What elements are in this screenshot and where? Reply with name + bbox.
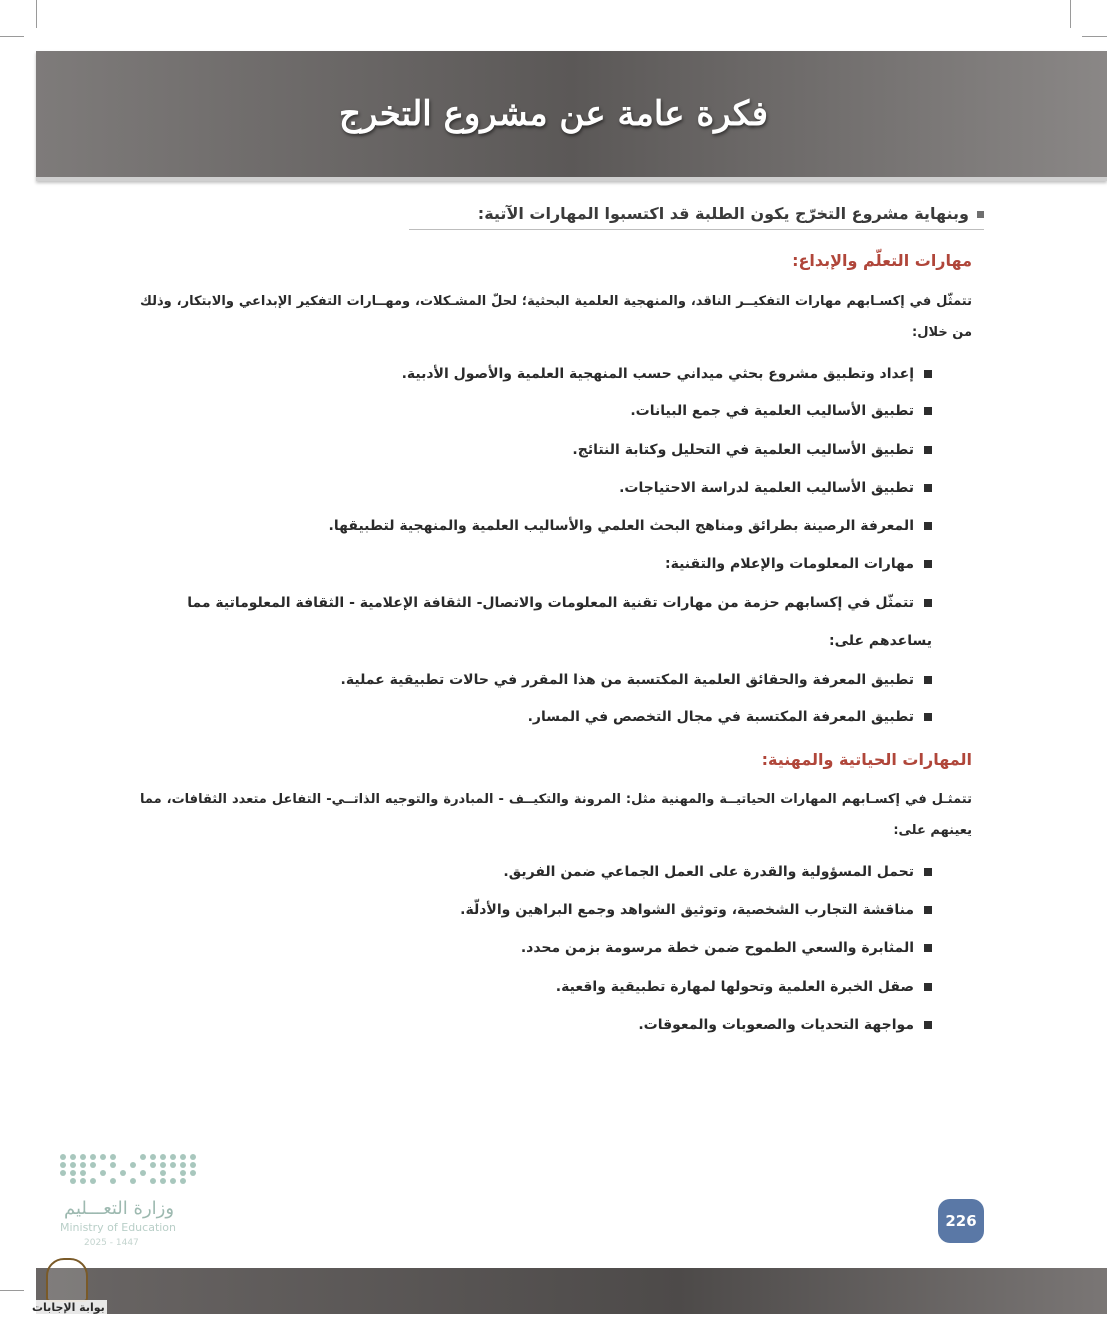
logo-dot [180, 1162, 186, 1168]
logo-dot [160, 1178, 166, 1184]
list-item: تطبيق المعرفة والحقائق العلمية المكتسبة من هذا المقرر في حالات تطبيقية عملية. [341, 672, 932, 688]
list-item: مناقشة التجارب الشخصية، وتوثيق الشواهد وجمع البراهين والأدلّة. [460, 902, 932, 918]
list-item: إعداد وتطبيق مشروع بحثي ميداني حسب المنهجية العلمية والأصول الأدبية. [402, 366, 932, 382]
logo-dot [190, 1162, 196, 1168]
crop-mark [1070, 0, 1071, 28]
logo-dot [130, 1162, 136, 1168]
square-bullet-icon [924, 868, 932, 876]
ministry-logo [60, 1154, 200, 1248]
section-heading-life: المهارات الحياتية والمهنية: [761, 750, 972, 769]
logo-dot [70, 1178, 76, 1184]
list-item: صقل الخبرة العلمية وتحولها لمهارة تطبيقية واقعية. [556, 979, 932, 995]
list-item: مواجهة التحديات والصعوبات والمعوقات. [638, 1017, 932, 1033]
logo-dot [180, 1170, 186, 1176]
square-bullet-icon [924, 522, 932, 530]
logo-dot [170, 1154, 176, 1160]
logo-dot [80, 1178, 86, 1184]
list-item: تطبيق الأساليب العلمية في جمع البيانات. [630, 403, 932, 419]
square-bullet-icon [924, 599, 932, 607]
square-bullet-icon [924, 560, 932, 568]
page-title: فكرة عامة عن مشروع التخرج [339, 94, 768, 134]
logo-dot [140, 1170, 146, 1176]
logo-dot [90, 1178, 96, 1184]
logo-dot [80, 1170, 86, 1176]
square-bullet-icon [924, 983, 932, 991]
logo-dot [110, 1162, 116, 1168]
intro-line [409, 204, 984, 230]
section-paragraph-life: تتمثـل في إكسـابهم المهارات الحياتيــة والمهنية مثل: المرونة والتكيــف - المبادرة والتوجيه الذاتــي- التفاعل متعدد الثقافات، مما يعينهم على: [140, 792, 972, 838]
list-item: تطبيق الأساليب العلمية في التحليل وكتابة النتائج. [572, 442, 932, 458]
list-item: تطبيق المعرفة المكتسبة في مجال التخصص في المسار. [528, 709, 932, 725]
logo-dot [70, 1162, 76, 1168]
list-item: تحمل المسؤولية والقدرة على العمل الجماعي ضمن الفريق. [503, 864, 932, 880]
logo-dot [90, 1162, 96, 1168]
square-bullet-icon [924, 1021, 932, 1029]
list-item: تتمثّل في إكسابهم حزمة من مهارات تقنية المعلومات والاتصال- الثقافة الإعلامية - الثقافة المعلوماتية مما يساعدهم على: [187, 595, 932, 649]
square-bullet-icon [924, 676, 932, 684]
square-bullet-icon [924, 407, 932, 415]
ministry-year: 2025 - 1447 [84, 1238, 139, 1248]
logo-dot [100, 1170, 106, 1176]
list-item: مهارات المعلومات والإعلام والتقنية: [665, 556, 932, 572]
square-bullet-icon [924, 944, 932, 952]
logo-dot [190, 1154, 196, 1160]
logo-dot [160, 1170, 166, 1176]
logo-dot [150, 1154, 156, 1160]
logo-dot [90, 1154, 96, 1160]
list-item: المثابرة والسعي الطموح ضمن خطة مرسومة بزمن محدد. [521, 940, 932, 956]
logo-dot [140, 1154, 146, 1160]
logo-dot [180, 1178, 186, 1184]
logo-dot [60, 1154, 66, 1160]
square-bullet-icon [924, 713, 932, 721]
square-bullet-icon [924, 906, 932, 914]
logo-dot [120, 1170, 126, 1176]
logo-dot [70, 1170, 76, 1176]
intro-text: وبنهاية مشروع التخرّج يكون الطلبة قد اكتسبوا المهارات الآتية: [477, 204, 969, 223]
square-bullet-icon [924, 446, 932, 454]
logo-dot [180, 1154, 186, 1160]
logo-dot [190, 1170, 196, 1176]
logo-dot [110, 1178, 116, 1184]
portal-label: بوابة الإجابات [32, 1301, 105, 1314]
logo-dot [110, 1154, 116, 1160]
logo-dot [170, 1162, 176, 1168]
logo-dot [150, 1162, 156, 1168]
logo-dot [60, 1162, 66, 1168]
list-item: تطبيق الأساليب العلمية لدراسة الاحتياجات. [619, 480, 932, 496]
logo-dot [60, 1170, 66, 1176]
square-bullet-icon [977, 211, 984, 218]
section-paragraph-learning: تتمثّل في إكسـابهم مهارات التفكيــر الناقد، والمنهجية العلمية البحثية؛ لحلّ المشـكلات، ومهــارات التفكير الإبداعي والابتكار، وذلك من خلال: [140, 294, 972, 340]
section-heading-learning: مهارات التعلّم والإبداع: [792, 251, 972, 270]
logo-dot [170, 1178, 176, 1184]
logo-dot [130, 1178, 136, 1184]
square-bullet-icon [924, 484, 932, 492]
ministry-name-en: Ministry of Education [60, 1221, 177, 1234]
footer-band [36, 1268, 1107, 1314]
crop-mark [1082, 36, 1107, 37]
crop-mark [36, 0, 37, 28]
logo-dot [80, 1162, 86, 1168]
logo-dot [80, 1154, 86, 1160]
square-bullet-icon [924, 370, 932, 378]
banner-stripe [36, 177, 1107, 181]
logo-dot [100, 1154, 106, 1160]
logo-dot [160, 1154, 166, 1160]
portal-emblem-icon [46, 1258, 88, 1302]
list-item: المعرفة الرصينة بطرائق ومناهج البحث العلمي والأساليب العلمية والمنهجية لتطبيقها. [329, 518, 932, 534]
page-number-badge: 226 [938, 1199, 984, 1243]
logo-dot [150, 1178, 156, 1184]
logo-dot [70, 1154, 76, 1160]
logo-dot [160, 1162, 166, 1168]
crop-mark [0, 36, 24, 37]
dot-pattern-icon [60, 1154, 200, 1184]
crop-mark [0, 1290, 24, 1291]
ministry-name-ar: وزارة التعـــليم [64, 1198, 175, 1219]
